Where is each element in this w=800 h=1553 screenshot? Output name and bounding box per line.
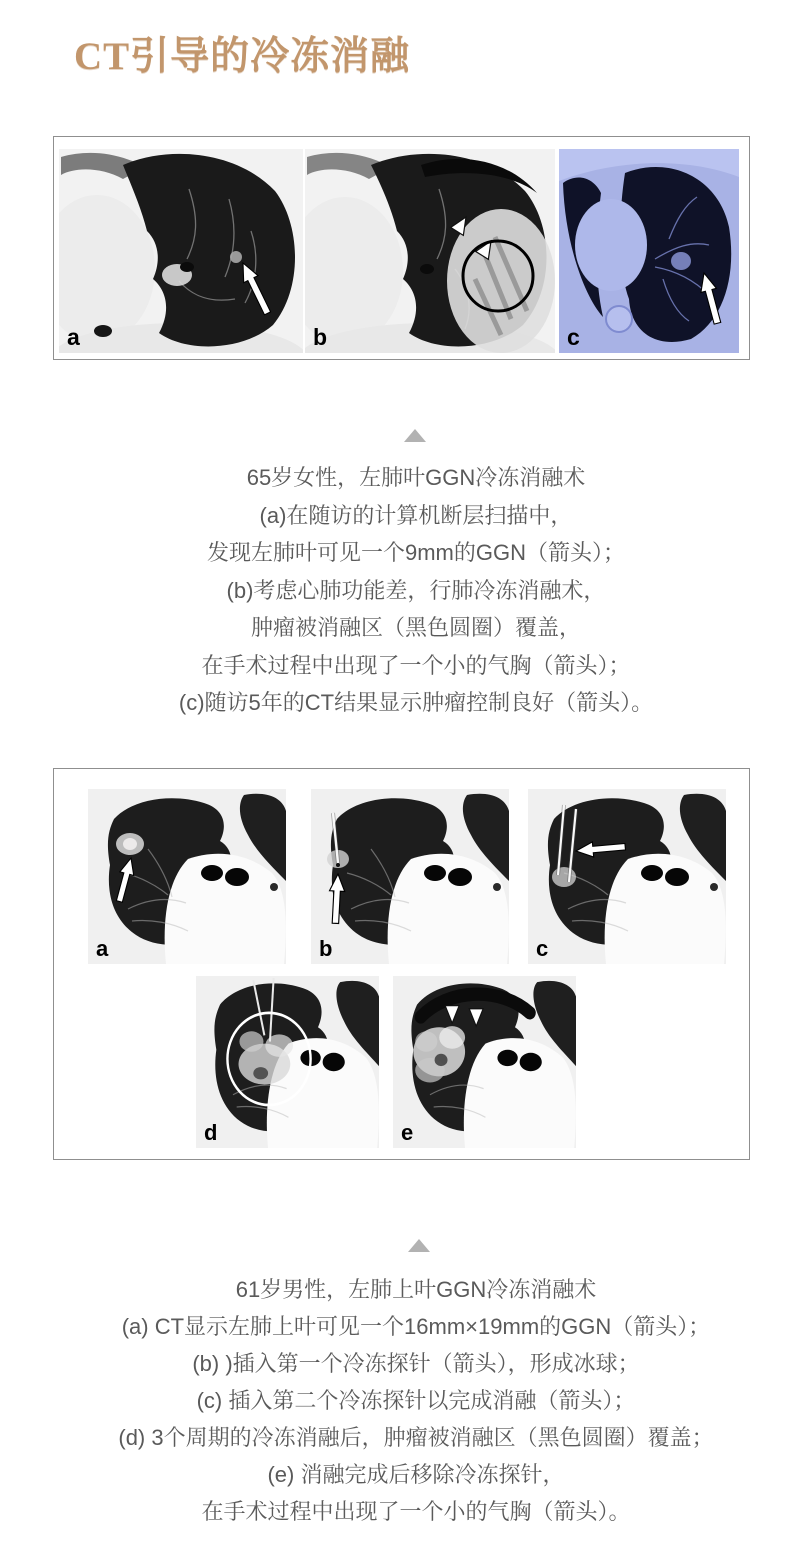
figure2-label-a: a [96,936,109,961]
figure2-label-d: d [204,1120,218,1145]
caption-line: (b)考虑心肺功能差，行肺冷冻消融术， [226,577,606,603]
caption-line: 发现左肺叶可见一个9mm的GGN（箭头）； [206,540,625,565]
figure2-image-c [528,789,726,964]
ct-scan-graphic [305,149,555,353]
figure1-image-a [59,149,303,353]
caption-line: 肿瘤被消融区（黑色圆圈）覆盖， [250,615,581,640]
figure2-label-b: b [319,936,333,961]
caption-line: 在手术过程中出现了一个小的气胸（箭头）。 [201,1499,631,1524]
figure1-caption [16,459,800,722]
figure2-image-e [393,976,576,1148]
caption-line: (c) 插入第二个冷冻探针以完成消融（箭头）； [196,1388,636,1413]
figure2-image-b [311,789,509,964]
ct-scan-graphic [59,149,303,353]
caption-line: 61岁男性，左肺上叶GGN冷冻消融术 [235,1277,597,1302]
caption-line: (c)随访5年的CT结果显示肿瘤控制良好（箭头）。 [178,690,654,715]
figure2-image-d [196,976,379,1148]
ct-scan-graphic [88,789,286,964]
figure2-label-c: c [536,936,549,961]
figure1-image-b [305,149,555,353]
caption-line: 在手术过程中出现了一个小的气胸（箭头）； [201,652,631,678]
figure1-label-b: b [313,324,328,350]
caption-line: 65岁女性，左肺叶GGN冷冻消融术 [246,465,586,490]
caption-line: (b) )插入第一个冷冻探针（箭头），形成冰球； [192,1351,640,1376]
figure1-label-a: a [67,324,80,350]
figure1-image-c [559,149,739,353]
ct-scan-graphic [196,976,379,1148]
caption-line: (e) 消融完成后移除冷冻探针， [267,1462,565,1487]
figure2-panel [53,768,750,1160]
figure1-panel [53,136,750,360]
page-title: CT引导的冷冻消融 [74,35,411,78]
triangle-up-icon [404,429,426,442]
caption-line: (a) CT显示左肺上叶可见一个16mm×19mm的GGN（箭头）； [121,1314,711,1339]
figure2-image-a [88,789,286,964]
ct-scan-graphic [311,789,509,964]
caption-line: (d) 3个周期的冷冻消融后，肿瘤被消融区（黑色圆圈）覆盖； [118,1425,714,1450]
caption-line: (a)在随访的计算机断层扫描中， [259,502,573,528]
triangle-up-icon [408,1239,430,1252]
ct-scan-graphic [528,789,726,964]
figure2-label-e: e [401,1120,414,1145]
ct-scan-graphic [393,976,576,1148]
figure1-label-c: c [567,324,580,350]
figure2-caption [16,1271,800,1530]
ct-scan-graphic [559,149,739,353]
